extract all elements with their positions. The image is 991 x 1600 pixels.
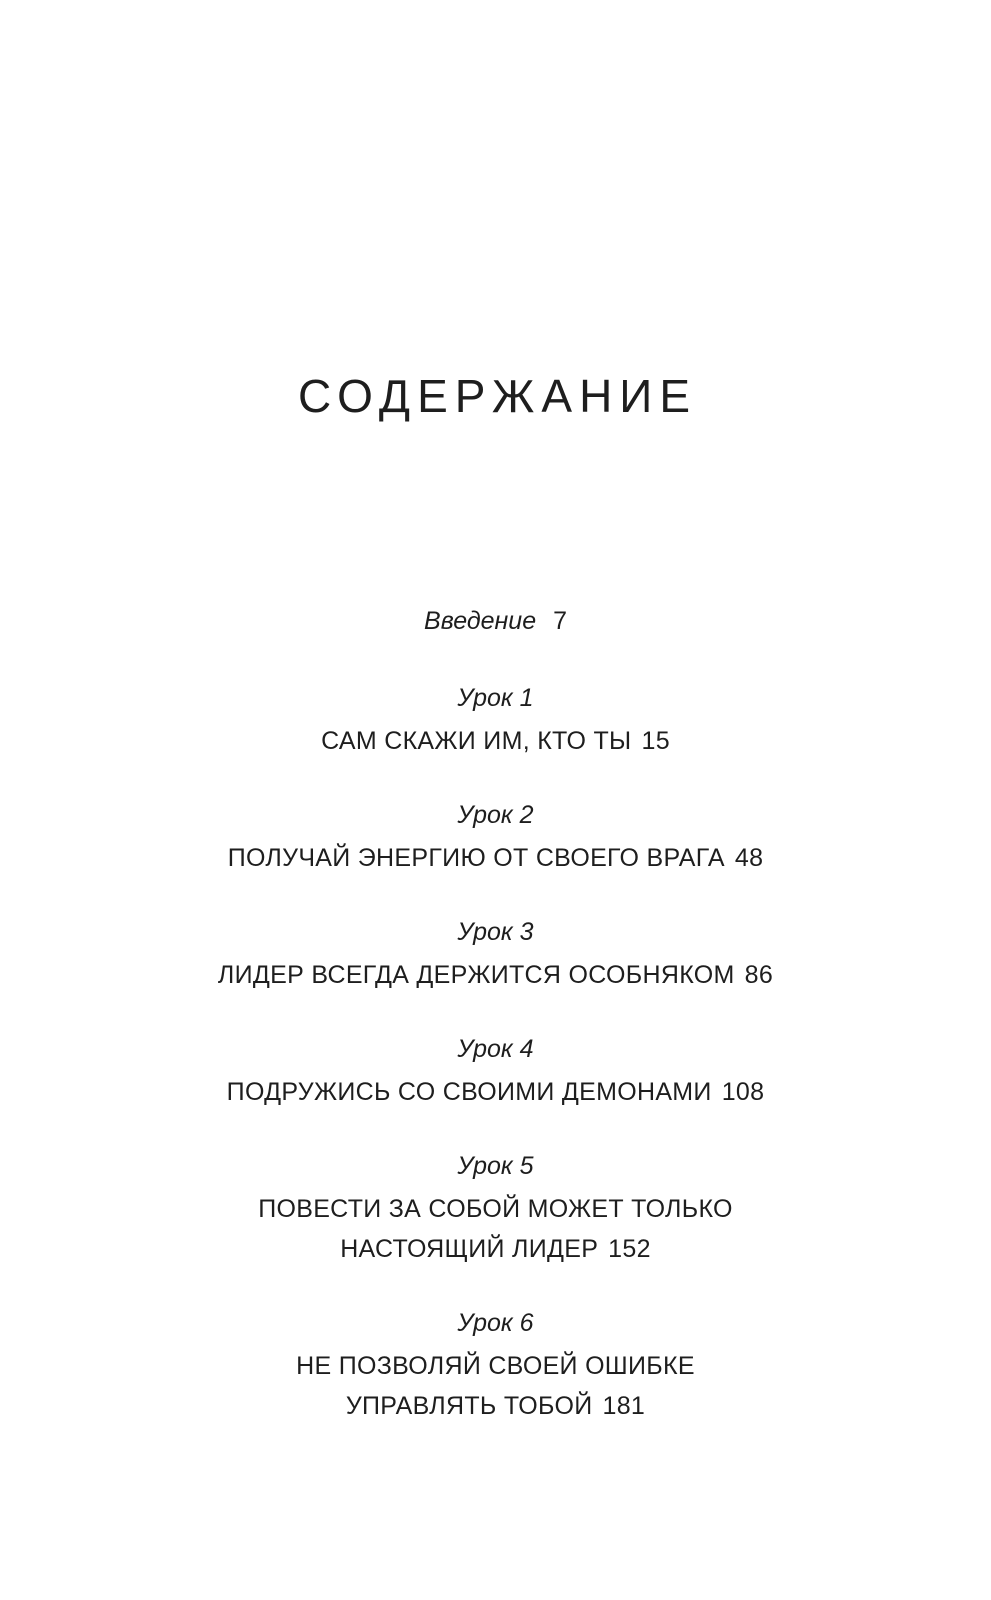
lesson-page-number: 86 [744,961,774,989]
lesson-title [0,1072,991,1112]
lesson-title [0,955,991,995]
lesson-label: Урок 5 [457,1152,534,1180]
toc-entry-lesson-2 [0,798,991,878]
lesson-title-text: ПОДРУЖИСЬ СО СВОИМИ ДЕМОНАМИ [226,1078,712,1106]
page-title: СОДЕРЖАНИЕ [297,370,698,422]
lesson-label: Урок 6 [457,1309,534,1337]
lesson-title-text: ЛИДЕР ВСЕГДА ДЕРЖИТСЯ ОСОБНЯКОМ [217,961,735,989]
lesson-page-number: 48 [734,844,764,872]
lesson-title-text: ПОЛУЧАЙ ЭНЕРГИЮ ОТ СВОЕГО ВРАГА [227,844,725,872]
lesson-title [0,721,991,761]
lesson-title [0,1189,991,1269]
lesson-page-number: 181 [602,1392,646,1420]
lesson-title-text: САМ СКАЖИ ИМ, КТО ТЫ [321,727,632,755]
lesson-page-number: 108 [721,1078,765,1106]
lesson-title-line-1: ПОВЕСТИ ЗА СОБОЙ МОЖЕТ ТОЛЬКО [258,1195,733,1223]
lesson-page-number: 152 [608,1235,651,1263]
lesson-label: Урок 1 [457,684,534,712]
lesson-page-number: 15 [641,727,670,755]
toc-entry-lesson-5 [0,1149,991,1269]
lesson-title-line-2 [0,1386,991,1426]
toc-entry-lesson-6 [0,1306,991,1426]
lesson-title-line-1: НЕ ПОЗВОЛЯЙ СВОЕЙ ОШИБКЕ [296,1352,695,1380]
toc-entry-lesson-1 [0,681,991,761]
lesson-title-text: УПРАВЛЯТЬ ТОБОЙ [345,1392,593,1420]
toc-entry-lesson-3 [0,915,991,995]
lesson-title [0,1346,991,1426]
intro-page-number: 7 [553,607,567,635]
toc-entry-lesson-4 [0,1032,991,1112]
toc-entry-intro [0,604,991,638]
lesson-label: Урок 4 [457,1035,534,1063]
lesson-label: Урок 2 [457,801,534,829]
lesson-title-line-2 [0,1229,991,1269]
intro-label: Введение [424,607,537,635]
lesson-label: Урок 3 [457,918,534,946]
lesson-title [0,838,991,878]
lesson-title-text: НАСТОЯЩИЙ ЛИДЕР [340,1235,599,1263]
